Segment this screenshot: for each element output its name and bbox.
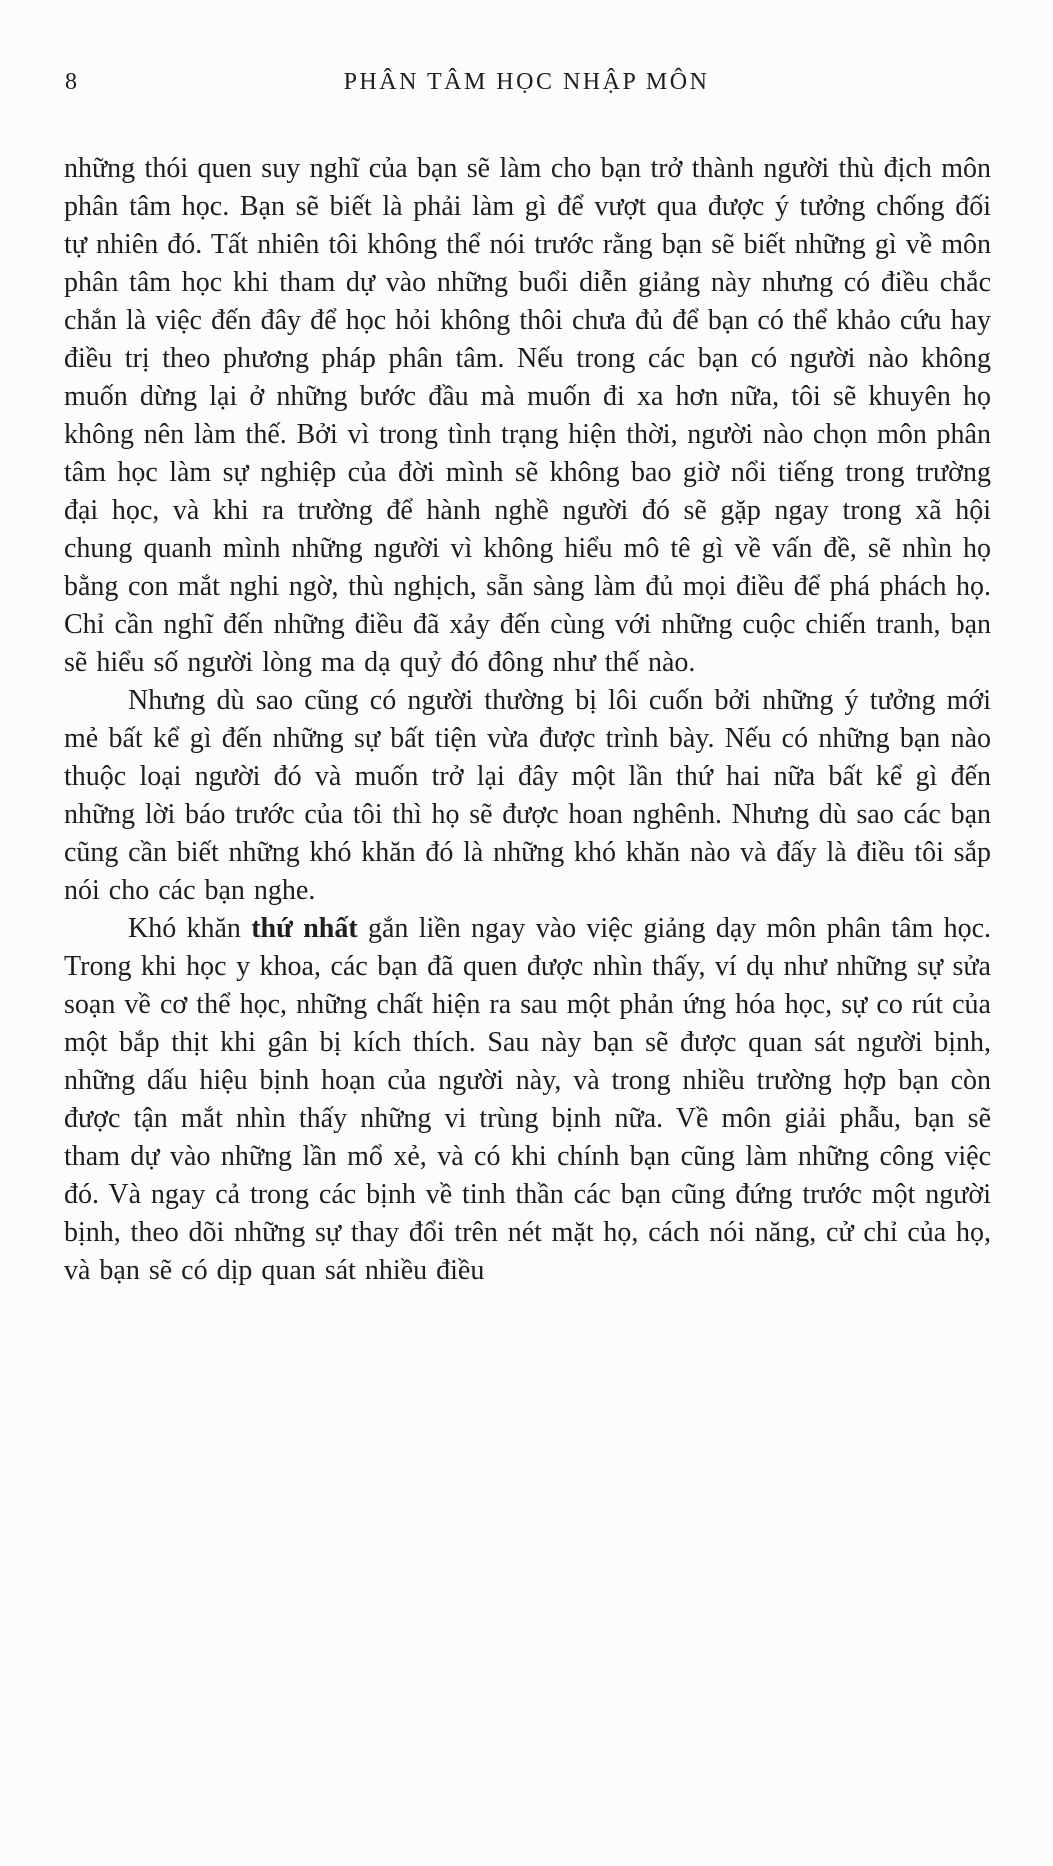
page-body [64,150,991,1290]
page-number: 8 [65,69,77,95]
paragraph-emphasis-text: thứ nhất [251,913,358,944]
paragraph-rest-text: gắn liền ngay vào việc giảng dạy môn phân tâm học. Trong khi học y khoa, các bạn đã quen được nhìn thấy, ví dụ như những sự sửa soạn về cơ thể học, những chất hiện ra sau một phản ứng hóa học, sự co rút của một bắp thịt khi gân bị kích thích. Sau này bạn sẽ được quan sát người bịnh, những dấu hiệu bịnh hoạn của người này, và trong nhiều trường hợp bạn còn được tận mắt nhìn thấy những vi trùng bịnh nữa. Về môn giải phẫu, bạn sẽ tham dự vào những lần mổ xẻ, và có khi chính bạn cũng làm những công việc đó. Và ngay cả trong các bịnh về tinh thần các bạn cũng đứng trước một người bịnh, theo dõi những sự thay đổi trên nét mặt họ, cách nói năng, cử chỉ của họ, và bạn sẽ có dịp quan sát nhiều điều [64,913,992,1286]
paragraph-lead-text: Khó khăn [128,913,252,944]
paragraph-continuation: những thói quen suy nghĩ của bạn sẽ làm cho bạn trở thành người thù địch môn phân tâm học. Bạn sẽ biết là phải làm gì để vượt qua được ý tưởng chống đối tự nhiên đó. Tất nhiên tôi không thể nói trước rằng bạn sẽ biết những gì về môn phân tâm học khi tham dự vào những buổi diễn giảng này nhưng có điều chắc chắn là việc đến đây để học hỏi không thôi chưa đủ để bạn có thể khảo cứu hay điều trị theo phương pháp phân tâm. Nếu trong các bạn có người nào không muốn dừng lại ở những bước đầu mà muốn đi xa hơn nữa, tôi sẽ khuyên họ không nên làm thế. Bởi vì trong tình trạng hiện thời, người nào chọn môn phân tâm học làm sự nghiệp của đời mình sẽ không bao giờ nổi tiếng trong trường đại học, và khi ra trường để hành nghề người đó sẽ gặp ngay trong xã hội chung quanh mình những người vì không hiểu mô tê gì về vấn đề, sẽ nhìn họ bằng con mắt nghi ngờ, thù nghịch, sẵn sàng làm đủ mọi điều để phá phách họ. Chỉ cần nghĩ đến những điều đã xảy đến cùng với những cuộc chiến tranh, bạn sẽ hiểu số người lòng ma dạ quỷ đó đông như thế nào. [64,153,991,678]
paragraph: Nhưng dù sao cũng có người thường bị lôi cuốn bởi những ý tưởng mới mẻ bất kể gì đến những sự bất tiện vừa được trình bày. Nếu có những bạn nào thuộc loại người đó và muốn trở lại đây một lần thứ hai nữa bất kể gì đến những lời báo trước của tôi thì họ sẽ được hoan nghênh. Nhưng dù sao các bạn cũng cần biết những khó khăn đó là những khó khăn nào và đấy là điều tôi sắp nói cho các bạn nghe. [64,685,991,906]
page-header [0,0,1053,106]
paragraph [64,910,991,1290]
running-title: PHÂN TÂM HỌC NHẬP MÔN [343,69,710,95]
